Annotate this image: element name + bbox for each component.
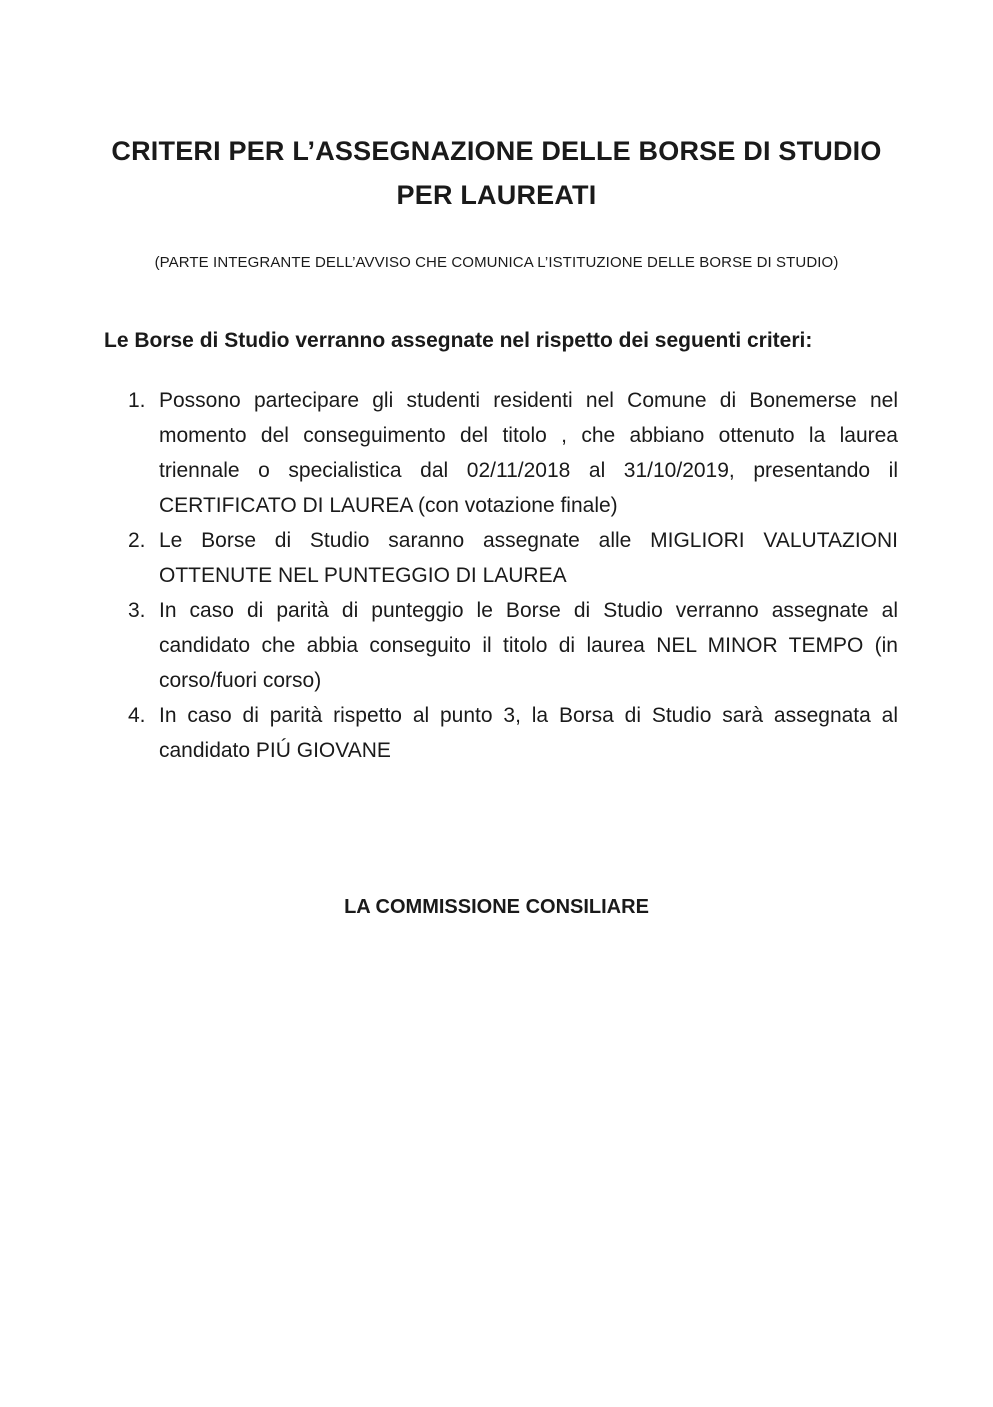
criteria-item-2	[128, 523, 898, 593]
criteria-item-text: In caso di parità di punteggio le Borse di Studio verranno assegnate al candidato che abbia conseguito il titolo di laurea NEL MINOR TEMPO (in corso/fuori corso)	[159, 599, 898, 692]
document-title-line2: PER LAUREATI	[396, 180, 597, 210]
criteria-item-number: 3.	[128, 599, 146, 622]
criteria-item-3	[128, 593, 898, 698]
criteria-intro: Le Borse di Studio verranno assegnate nel rispetto dei seguenti criteri:	[104, 329, 813, 352]
criteria-item-text: In caso di parità rispetto al punto 3, la Borsa di Studio sarà assegnata al candidato PIÚ GIOVANE	[159, 704, 898, 762]
criteria-item-text: Possono partecipare gli studenti residenti nel Comune di Bonemerse nel momento del conseguimento del titolo , che abbiano ottenuto la laurea triennale o specialistica dal 02/11/2018 al 31/10/2019, presentando il CERTIFICATO DI LAUREA (con votazione finale)	[159, 389, 898, 517]
criteria-item-text: Le Borse di Studio saranno assegnate alle MIGLIORI VALUTAZIONI OTTENUTE NEL PUNTEGGIO DI LAUREA	[159, 529, 898, 587]
document-subtitle: (PARTE INTEGRANTE DELL’AVVISO CHE COMUNICA L’ISTITUZIONE DELLE BORSE DI STUDIO)	[154, 254, 839, 271]
criteria-list	[128, 383, 898, 768]
criteria-item-number: 1.	[128, 389, 146, 412]
criteria-item-number: 4.	[128, 704, 146, 727]
criteria-item-1	[128, 383, 898, 523]
criteria-item-4	[128, 698, 898, 768]
criteria-item-number: 2.	[128, 529, 146, 552]
document-title-line1: CRITERI PER L’ASSEGNAZIONE DELLE BORSE DI STUDIO	[111, 136, 882, 166]
signature-block: LA COMMISSIONE CONSILIARE	[344, 896, 649, 918]
